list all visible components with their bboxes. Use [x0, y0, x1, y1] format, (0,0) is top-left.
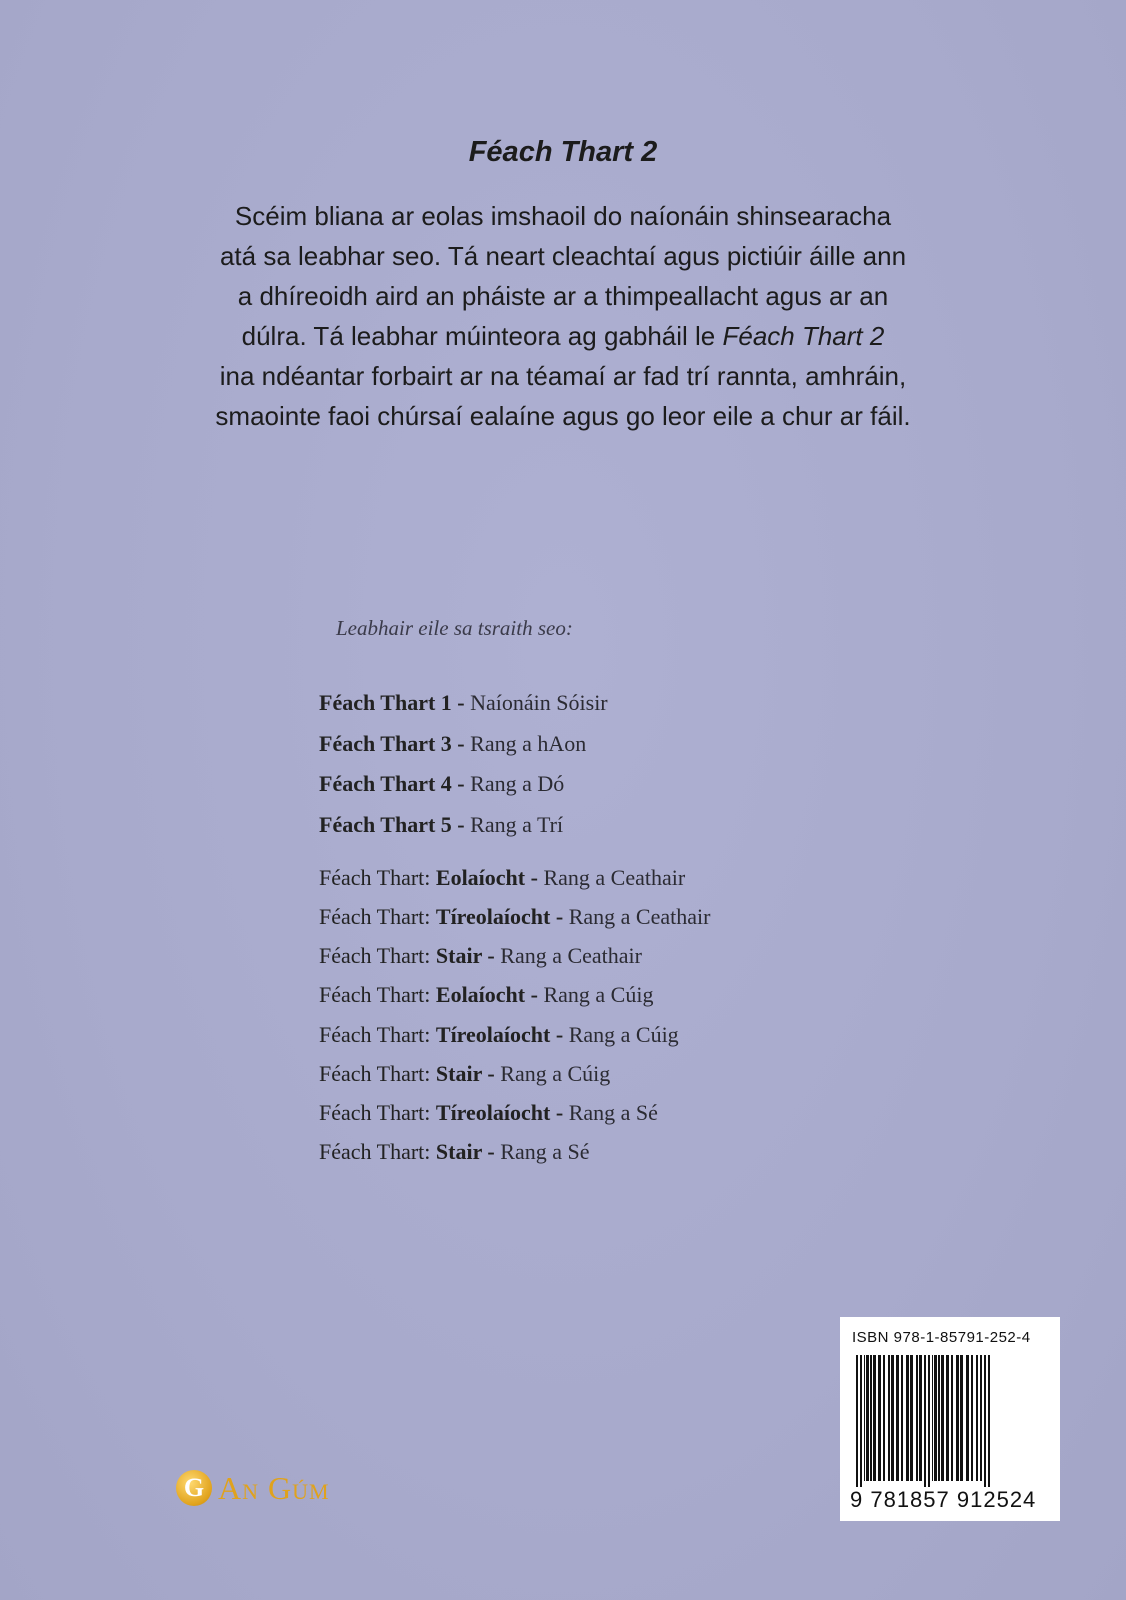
- series-item-title: Féach Thart 5 -: [319, 812, 465, 838]
- series-item: [319, 812, 959, 853]
- barcode-bar: [960, 1355, 963, 1481]
- series-item-subject: Stair -: [435, 1060, 495, 1086]
- publisher-logo: [176, 1466, 330, 1510]
- series-spacer: [319, 853, 959, 865]
- series-item-subject: Tíreolaíocht -: [435, 1021, 564, 1047]
- series-item-subject: Eolaíocht -: [435, 864, 538, 890]
- series-item: [319, 982, 959, 1021]
- blurb-line: atá sa leabhar seo. Tá neart cleachtaí agus pictiúir áille ann: [219, 241, 907, 271]
- series-item-prefix: Féach Thart:: [319, 1099, 431, 1125]
- barcode-bar: [864, 1355, 865, 1481]
- series-item-level: Rang a hAon: [470, 730, 587, 756]
- barcode-bar: [980, 1355, 982, 1481]
- barcode-bar: [976, 1355, 978, 1481]
- series-item: [319, 690, 959, 731]
- barcode-bar: [984, 1355, 986, 1487]
- series-item-prefix: Féach Thart:: [319, 1021, 431, 1047]
- series-item-title: Féach Thart 1 -: [319, 690, 465, 715]
- series-list: [319, 690, 959, 1178]
- barcode-bar: [941, 1355, 944, 1481]
- barcode-bar: [891, 1355, 894, 1481]
- barcode-bar: [956, 1355, 959, 1481]
- barcode-bar: [946, 1355, 949, 1481]
- barcode-bar: [988, 1355, 990, 1487]
- barcode-bar: [878, 1355, 881, 1481]
- series-item-subject: Stair -: [435, 943, 495, 969]
- series-item: [319, 1061, 959, 1100]
- barcode-bar: [901, 1355, 903, 1481]
- series-item-subject: Stair -: [435, 1139, 495, 1165]
- series-heading: Leabhair eile sa tsraith seo:: [336, 616, 573, 640]
- series-item-level: Rang a Dó: [470, 771, 565, 797]
- series-item-level: Naíonáin Sóisir: [470, 690, 608, 715]
- publisher-g-icon: G: [176, 1470, 212, 1506]
- barcode-bar: [971, 1355, 973, 1481]
- series-item-level: Rang a Ceathair: [568, 903, 711, 929]
- series-item-subject: Eolaíocht -: [435, 982, 538, 1008]
- series-item-level: Rang a Cúig: [568, 1021, 679, 1047]
- blurb-line: smaointe faoi chúrsaí ealaíne agus go leor eile a chur ar fáil.: [215, 401, 911, 431]
- blurb-line: [150, 316, 976, 356]
- series-item-title: Féach Thart 3 -: [319, 730, 465, 756]
- barcode-bar: [856, 1355, 858, 1487]
- series-item: [319, 731, 959, 772]
- barcode-bar: [932, 1355, 933, 1481]
- series-item-level: Rang a Ceathair: [543, 864, 686, 890]
- isbn-barcode: [840, 1317, 1060, 1521]
- series-item-level: Rang a Cúig: [543, 982, 654, 1008]
- series-item-prefix: Féach Thart:: [319, 903, 431, 929]
- series-item-prefix: Féach Thart:: [319, 943, 431, 969]
- series-item: [319, 865, 959, 904]
- series-item: [319, 1022, 959, 1061]
- barcode-bar: [924, 1355, 926, 1487]
- book-title: Féach Thart 2: [468, 136, 658, 168]
- series-item-level: Rang a Trí: [470, 812, 564, 838]
- blurb-line-part: dúlra. Tá leabhar múinteora ag gabháil le: [241, 321, 723, 351]
- barcode-bar: [866, 1355, 869, 1481]
- barcode-bar: [951, 1355, 953, 1481]
- series-item-level: Rang a Sé: [568, 1099, 658, 1125]
- series-item: [319, 1139, 959, 1178]
- barcode-bar: [928, 1355, 930, 1487]
- barcode-bar: [888, 1355, 890, 1481]
- series-item-level: Rang a Cúig: [500, 1060, 611, 1086]
- barcode-bar: [870, 1355, 872, 1481]
- barcode-bar: [896, 1355, 899, 1481]
- blurb-line: Scéim bliana ar eolas imshaoil do naíonáin shinsearacha: [234, 201, 892, 231]
- series-item: [319, 904, 959, 943]
- series-item-prefix: Féach Thart:: [319, 864, 431, 890]
- series-item: [319, 771, 959, 812]
- book-description: [150, 196, 976, 436]
- isbn-digits: 9 781857 912524: [850, 1487, 1037, 1512]
- series-item-prefix: Féach Thart:: [319, 1139, 431, 1165]
- barcode-bar: [873, 1355, 876, 1481]
- series-item-subject: Tíreolaíocht -: [435, 1099, 564, 1125]
- barcode-bar: [860, 1355, 862, 1487]
- barcode-bar: [938, 1355, 940, 1481]
- barcode-bar: [883, 1355, 885, 1481]
- barcode-bar: [916, 1355, 918, 1481]
- isbn-label: ISBN 978-1-85791-252-4: [852, 1329, 1031, 1346]
- barcode-bars: [850, 1355, 1050, 1487]
- series-item-level: Rang a Sé: [500, 1139, 590, 1165]
- barcode-bar: [934, 1355, 937, 1481]
- barcode-bar: [919, 1355, 922, 1481]
- series-item-level: Rang a Ceathair: [500, 943, 642, 969]
- series-item-title: Féach Thart 4 -: [319, 771, 465, 797]
- barcode-bar: [910, 1355, 913, 1481]
- series-item: [319, 1100, 959, 1139]
- series-item-subject: Tíreolaíocht -: [435, 903, 564, 929]
- barcode-bar: [966, 1355, 969, 1481]
- blurb-line: a dhíreoidh aird an pháiste ar a thimpeallacht agus ar an: [237, 281, 889, 311]
- series-item-prefix: Féach Thart:: [319, 1060, 431, 1086]
- blurb-line-italic: Féach Thart 2: [722, 321, 885, 351]
- barcode-bar: [906, 1355, 909, 1481]
- publisher-name: An Gúm: [218, 1469, 330, 1506]
- series-item: [319, 943, 959, 982]
- series-item-prefix: Féach Thart:: [319, 982, 431, 1008]
- blurb-line: ina ndéantar forbairt ar na téamaí ar fad trí rannta, amhráin,: [219, 361, 907, 391]
